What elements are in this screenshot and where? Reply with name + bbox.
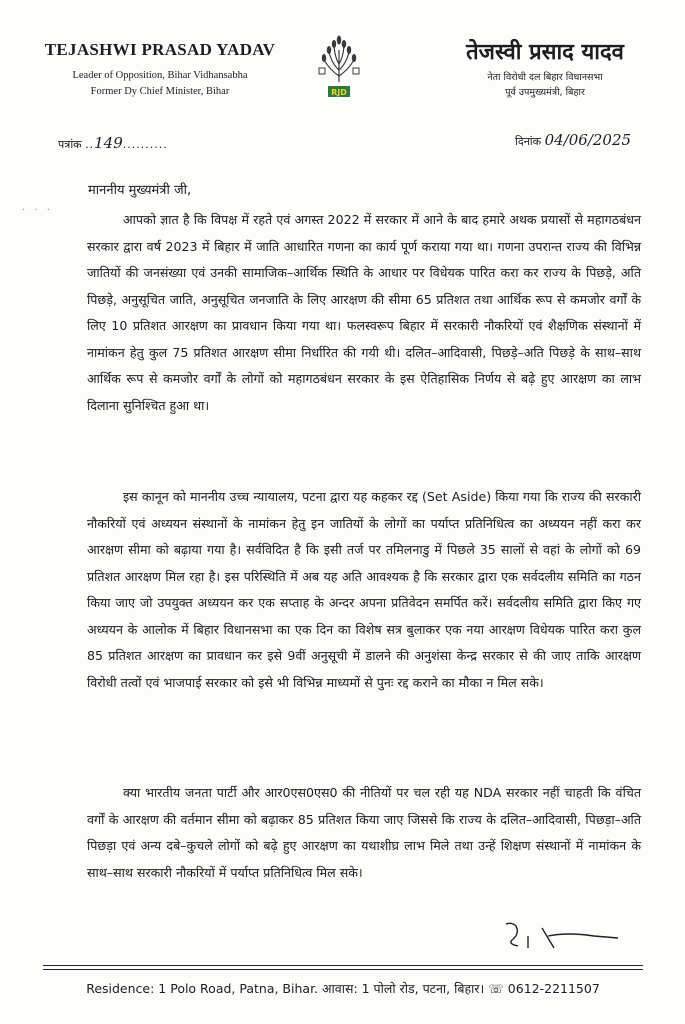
phone-icon: ☏: [488, 981, 504, 996]
reference-label: पत्रांक: [58, 138, 82, 151]
margin-marks: · · ·: [22, 205, 53, 216]
footer-hindi: आवास: 1 पोलो रोड, पटना, बिहार।: [322, 981, 485, 996]
hindi-designation-2: पूर्व उपमुख्यमंत्री, बिहार: [505, 87, 585, 98]
footer-english: Residence: 1 Polo Road, Patna, Bihar.: [86, 981, 319, 996]
logo-text: RJD: [331, 88, 347, 97]
reference-value: 149: [94, 134, 123, 152]
english-designation-1: Leader of Opposition, Bihar Vidhansabha: [72, 70, 248, 81]
footer-rule: [43, 965, 643, 966]
signature-icon: [498, 918, 628, 958]
paragraph-1: [87, 207, 641, 419]
paragraph-3: [87, 780, 641, 886]
footer-address: [43, 980, 643, 997]
paragraph-2-text: इस कानून को माननीय उच्च न्यायालय, पटना द्वारा यह कहकर रद्द (Set Aside) किया गया कि राज्य की सरकारी नौकरियों एवं अध्ययन संस्थानों के नामांकन हेतु इन जातियों के लोगों का पर्याप्त प्रतिनिधित्व का अध्ययन नहीं करा कर आरक्षण सीमा को बढ़ाया गया है। सर्वविदित है कि इसी तर्ज पर तमिलनाडु में पिछले 35 सालों से वहां के लोगों को 69 प्रतिशत आरक्षण मिल रहा है। इस परिस्थिति में अब यह अति आवश्यक है कि सरकार द्वारा एक सर्वदलीय समिति का गठन किया जाए जो उपयुक्त अध्ययन कर एक सप्ताह के अन्दर अपना प्रतिवेदन समर्पित करें। सर्वदलीय समिति द्वारा किए गए अध्ययन के आलोक में बिहार विधानसभा का एक दिन का विशेष सत्र बुलाकर एक नया आरक्षण विधेयक पारित करा कुल 85 प्रतिशत आरक्षण का प्रावधान कर इसे 9वीं अनुसूची में डालने की अनुशंसा केन्द्र सरकार से की जाए ताकि आरक्षण विरोधी तत्वों एवं भाजपाई सरकार को इसे भी विभिन्न माध्यमों से पुनः रद्द कराने का मौका न मिल सके।: [87, 489, 641, 690]
paragraph-2: [87, 484, 641, 696]
hindi-name: तेजस्वी प्रसाद यादव: [466, 40, 624, 65]
footer-phone: 0612-2211507: [507, 981, 600, 996]
footer-rule-thin: [43, 969, 643, 970]
reference-number: पत्रांक ..149..........: [58, 134, 168, 152]
date-value: 04/06/2025: [544, 131, 632, 149]
paragraph-3-text: क्या भारतीय जनता पार्टी और आर0एस0एस0 की नीतियों पर चल रही यह NDA सरकार नहीं चाहती कि वंचित वर्गों के आरक्षण की वर्तमान सीमा को बढ़ाकर 85 प्रतिशत किया जाए जिससे कि राज्य के दलित–आदिवासी, पिछड़ा–अति पिछड़ा एवं अन्य दबे–कुचले लोगों को बढ़े हुए आरक्षण का यथाशीघ्र लाभ मिले तथा उन्हें शिक्षण संस्थानों में नामांकन के साथ–साथ सरकारी नौकरियों में पर्याप्त प्रतिनिधित्व मिल सके।: [87, 785, 641, 880]
english-designation-2: Former Dy Chief Minister, Bihar: [90, 86, 230, 97]
letter-date: [515, 131, 631, 149]
salutation: माननीय मुख्यमंत्री जी,: [88, 183, 192, 198]
english-name: TEJASHWI PRASAD YADAV: [44, 40, 276, 59]
date-label: दिनांक: [515, 135, 542, 148]
paragraph-1-text: आपको ज्ञात है कि विपक्ष में रहते एवं अगस्त 2022 में सरकार में आने के बाद हमारे अथक प्रयासों से महागठबंधन सरकार द्वारा वर्ष 2023 में बिहार में जाति आधारित गणना का कार्य पूर्ण कराया गया था। गणना उपरान्त राज्य की विभिन्न जातियों की जनसंख्या एवं उनकी सामाजिक–आर्थिक स्थिति के आधार पर विधेयक पारित करा कर राज्य के पिछड़े, अति पिछड़े, अनुसूचित जाति, अनुसूचित जनजाति के लिए आरक्षण की सीमा 65 प्रतिशत तथा आर्थिक रूप से कमजोर वर्गों के लिए 10 प्रतिशत आरक्षण का प्रावधान किया गया था। फलस्वरूप बिहार में सरकारी नौकरियों एवं शैक्षणिक संस्थानों में नामांकन हेतु कुल 75 प्रतिशत आरक्षण सीमा निर्धारित की गयी थी। दलित–आदिवासी, पिछड़े–अति पिछड़े के साथ–साथ आर्थिक रूप से कमजोर वर्गों के लोगों को महागठबंधन सरकार के इस ऐतिहासिक निर्णय से बढ़े हुए आरक्षण का लाभ दिलाना सुनिश्चित हुआ था।: [87, 212, 641, 413]
party-logo-icon: [310, 30, 368, 102]
hindi-designation-1: नेता विरोधी दल बिहार विधानसभा: [487, 72, 603, 83]
